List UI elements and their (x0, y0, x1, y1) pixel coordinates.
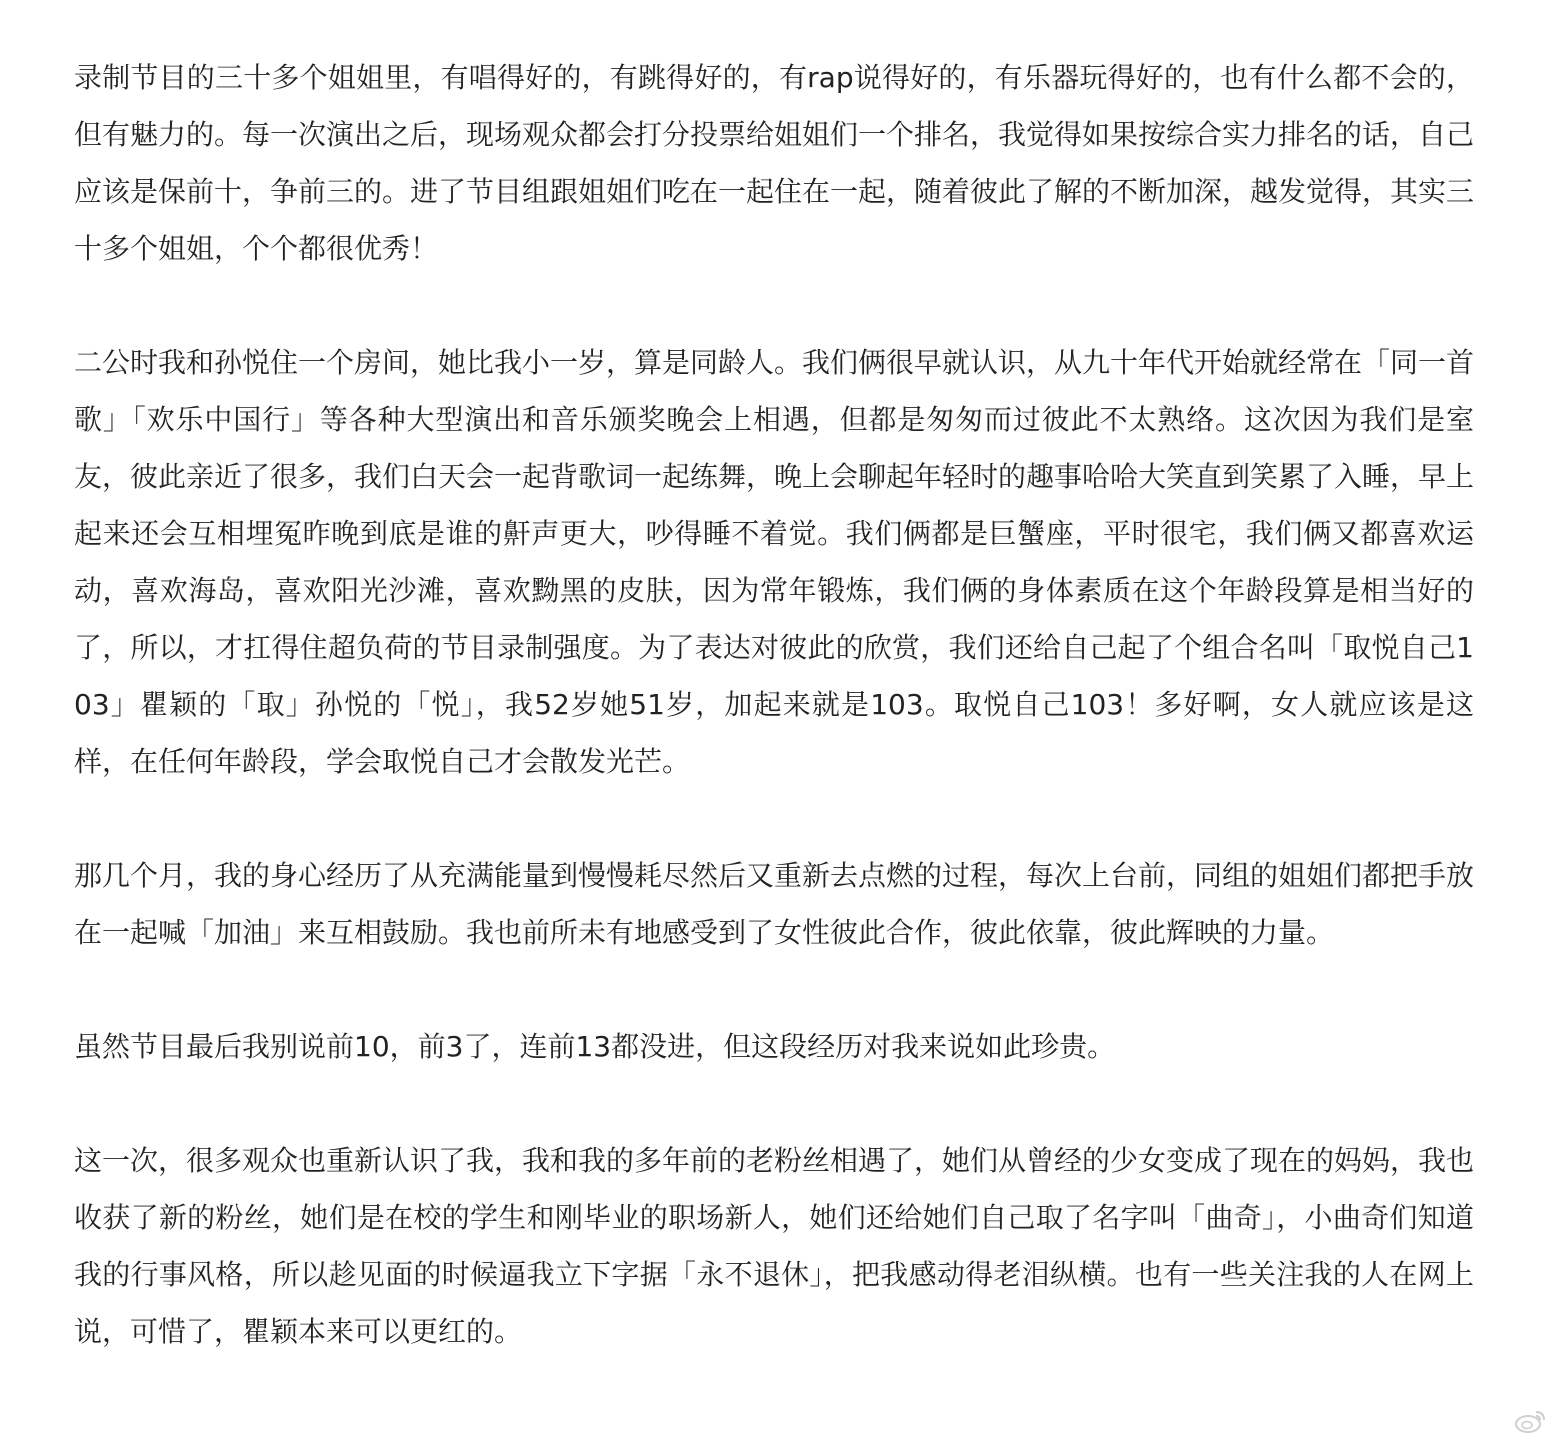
paragraph-1: 录制节目的三十多个姐姐里，有唱得好的，有跳得好的，有rap说得好的，有乐器玩得好的，也有什么都不会的，但有魅力的。每一次演出之后，现场观众都会打分投票给姐姐们一个排名，我觉得如果按综合实力排名的话，自己应该是保前十，争前三的。进了节目组跟姐姐们吃在一起住在一起，随着彼此了解的不断加深，越发觉得，其实三十多个姐姐，个个都很优秀！ (74, 61, 1475, 265)
paragraph-4: 虽然节目最后我别说前10，前3了，连前13都没进，但这段经历对我来说如此珍贵。 (74, 1030, 1116, 1063)
weibo-logo-icon (1514, 1408, 1548, 1434)
article-body (74, 49, 1474, 1360)
watermark (1514, 1408, 1548, 1434)
paragraph-3: 那几个月，我的身心经历了从充满能量到慢慢耗尽然后又重新去点燃的过程，每次上台前，同组的姐姐们都把手放在一起喊「加油」来互相鼓励。我也前所未有地感受到了女性彼此合作，彼此依靠，彼此辉映的力量。 (74, 859, 1475, 949)
paragraph-5: 这一次，很多观众也重新认识了我，我和我的多年前的老粉丝相遇了，她们从曾经的少女变成了现在的妈妈，我也收获了新的粉丝，她们是在校的学生和刚毕业的职场新人，她们还给她们自己取了名字叫「曲奇」，小曲奇们知道我的行事风格，所以趁见面的时候逼我立下字据「永不退休」，把我感动得老泪纵横。也有一些关注我的人在网上说，可惜了，瞿颖本来可以更红的。 (74, 1144, 1475, 1348)
paragraph-2: 二公时我和孙悦住一个房间，她比我小一岁，算是同龄人。我们俩很早就认识，从九十年代开始就经常在「同一首歌」「欢乐中国行」等各种大型演出和音乐颁奖晚会上相遇，但都是匆匆而过彼此不太熟络。这次因为我们是室友，彼此亲近了很多，我们白天会一起背歌词一起练舞，晚上会聊起年轻时的趣事哈哈大笑直到笑累了入睡，早上起来还会互相埋冤昨晚到底是谁的鼾声更大，吵得睡不着觉。我们俩都是巨蟹座，平时很宅，我们俩又都喜欢运动，喜欢海岛，喜欢阳光沙滩，喜欢黝黑的皮肤，因为常年锻炼，我们俩的身体素质在这个年龄段算是相当好的了，所以，才扛得住超负荷的节目录制强度。为了表达对彼此的欣赏，我们还给自己起了个组合名叫「取悦自己103」瞿颖的「取」孙悦的「悦」，我52岁她51岁，加起来就是103。取悦自己103！多好啊，女人就应该是这样，在任何年龄段，学会取悦自己才会散发光芒。 (74, 346, 1475, 778)
